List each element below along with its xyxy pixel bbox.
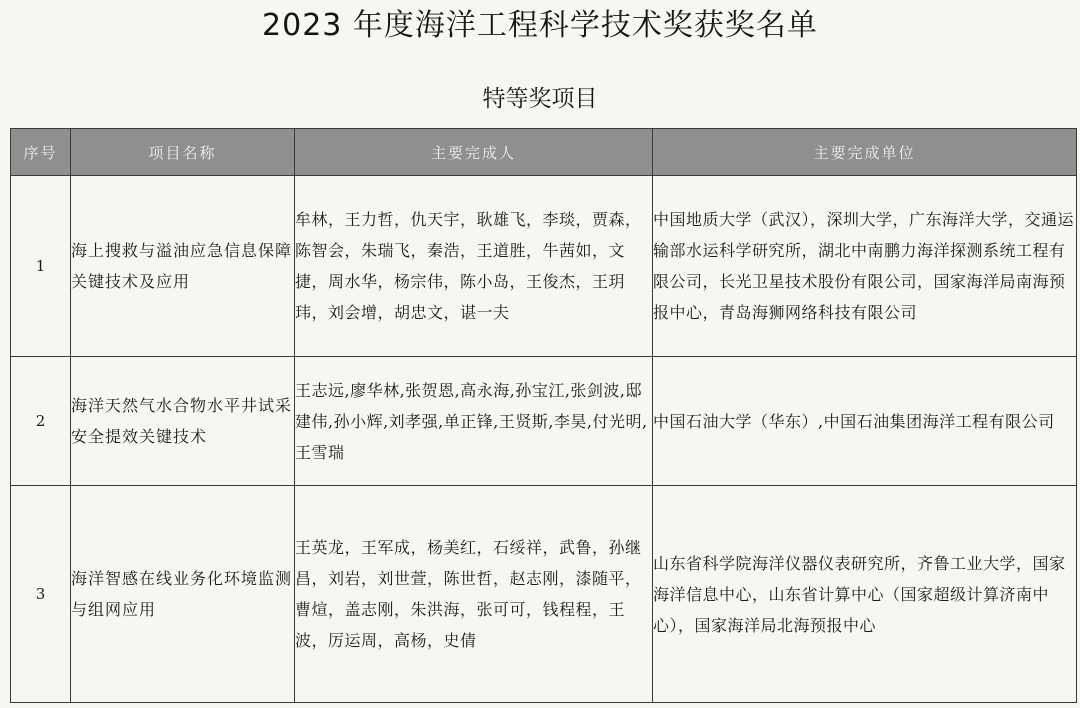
- header-main-contributors: 主要完成人: [295, 129, 653, 176]
- units-cell: 中国地质大学（武汉），深圳大学，广东海洋大学，交通运输部水运科学研究所，湖北中南鹏力海洋探测系统工程有限公司，长光卫星技术股份有限公司，国家海洋局南海预报中心，青岛海狮网络科技有限公司: [653, 176, 1077, 357]
- document-title: 2023 年度海洋工程科学技术奖获奖名单: [262, 8, 818, 43]
- contributors-cell: 王志远,廖华林,张贺恩,高永海,孙宝江,张剑波,邸建伟,孙小辉,刘孝强,单正锋,王贤斯,李昊,付光明,王雪瑞: [295, 357, 653, 486]
- contributors-cell: 王英龙，王军成，杨美红，石绥祥，武鲁，孙继昌，刘岩，刘世萱，陈世哲，赵志刚，漆随平，曹煊，盖志刚，朱洪海，张可可，钱程程，王波，厉运周，高杨，史倩: [295, 486, 653, 703]
- contributors-cell: 牟林，王力哲，仇天宇，耿雄飞，李琰，贾森，陈智会，朱瑞飞，秦浩，王道胜，牛茜如，文捷，周水华，杨宗伟，陈小岛，王俊杰，王玥玮，刘会增，胡忠文，谌一夫: [295, 176, 653, 357]
- units-cell: 中国石油大学（华东）,中国石油集团海洋工程有限公司: [653, 357, 1077, 486]
- row-number: 3: [11, 486, 71, 703]
- section-title: 特等奖项目: [482, 86, 598, 112]
- units-cell: 山东省科学院海洋仪器仪表研究所，齐鲁工业大学，国家海洋信息中心，山东省计算中心（国家超级计算济南中心），国家海洋局北海预报中心: [653, 486, 1077, 703]
- project-name-cell: 海洋智感在线业务化环境监测与组网应用: [71, 486, 295, 703]
- header-main-units: 主要完成单位: [653, 129, 1077, 176]
- project-name-cell: 海洋天然气水合物水平井试采安全提效关键技术: [71, 357, 295, 486]
- project-name-cell: 海上搜救与溢油应急信息保障关键技术及应用: [71, 176, 295, 357]
- header-project-name: 项目名称: [71, 129, 295, 176]
- table-header-row: [11, 129, 1077, 176]
- header-no: 序号: [11, 129, 71, 176]
- award-table: [10, 128, 1077, 703]
- row-number: 2: [11, 357, 71, 486]
- table-row: [11, 486, 1077, 703]
- table-row: [11, 176, 1077, 357]
- table-row: [11, 357, 1077, 486]
- row-number: 1: [11, 176, 71, 357]
